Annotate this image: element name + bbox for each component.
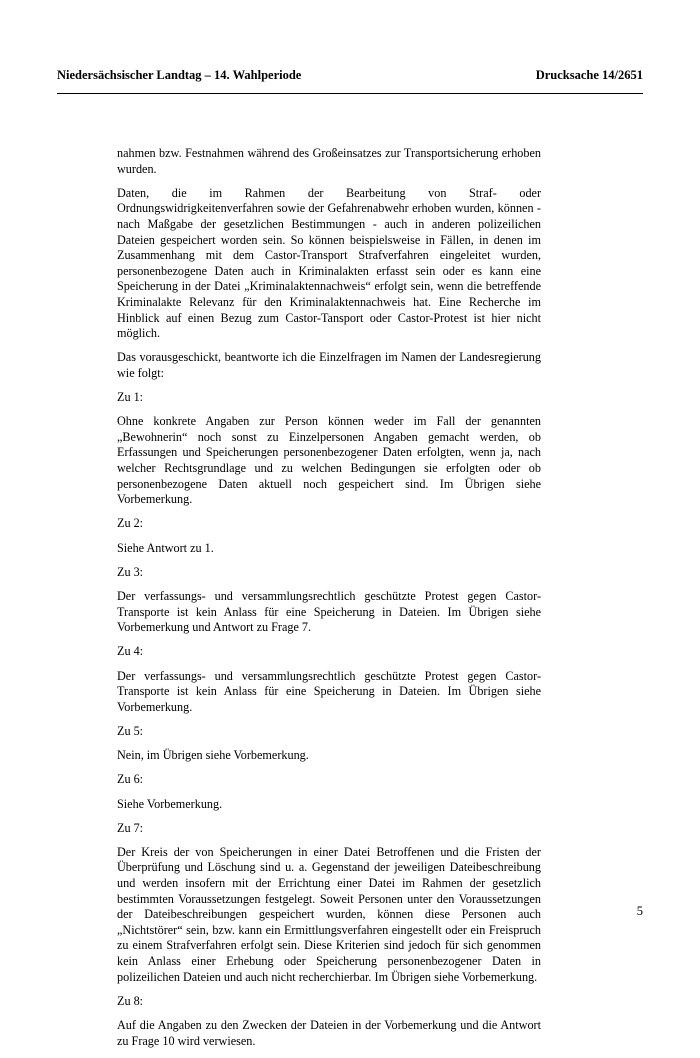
answer-text-8: Auf die Angaben zu den Zwecken der Dateien in der Vorbemerkung und die Antwort zu Frage 10 wird verwiesen. [117, 1018, 541, 1048]
answer-label-7: Zu 7: [117, 820, 144, 835]
paragraph-data-storage: Daten, die im Rahmen der Bearbeitung von Straf- oder Ordnungswidrigkeitenverfahren sowie der Gefahrenabwehr erhoben wurden, können - nach Maßgabe der gesetzlichen Bestimmungen - auch in anderen polizeilichen Dateien gespeichert worden sein. So können beispielsweise in Fällen, in denen im Zusammenhang mit dem Castor-Transport Strafverfahren eingeleitet wurden, personenbezogene Daten auch in Kriminalakten erfasst sein oder es kann eine Speicherung in der Datei „Kriminalaktennachweis“ erfolgt sein, wenn die betreffende Kriminalakte Relevanz für den Kriminalaktennachweis hat. Eine Recherche im Hinblick auf einen Bezug zum Castor-Tansport oder Castor-Protest ist hier nicht möglich. [117, 185, 541, 341]
answer-text-6: Siehe Vorbemerkung. [117, 796, 223, 811]
answer-label-8: Zu 8: [117, 993, 144, 1008]
header-parliament-title: Niedersächsischer Landtag – 14. Wahlperiode [57, 68, 302, 82]
answer-label-6: Zu 6: [117, 772, 144, 787]
answer-text-1: Ohne konkrete Angaben zur Person können weder im Fall der genannten „Bewohnerin“ noch sonst zu Einzelpersonen Angaben gemacht werden, ob Erfassungen und Speicherungen personenbezogener Daten erfolgten, wenn ja, nach welcher Rechtsgrundlage und zu welchen Bedingungen sie erfolgten oder ob personenbezogene Daten aktuell noch gespeichert sind. Im Übrigen siehe Vorbemerkung. [117, 414, 541, 507]
document-body [117, 146, 541, 1058]
header-divider [57, 93, 643, 94]
answer-text-3: Der verfassungs- und versammlungsrechtlich geschützte Protest gegen Castor-Transporte ist kein Anlass für eine Speicherung in Dateien. Im Übrigen siehe Vorbemerkung und Antwort zu Frage 7. [117, 589, 541, 635]
paragraph-intro-answers: Das vorausgeschickt, beantworte ich die Einzelfragen im Namen der Landesregierung wie folgt: [117, 350, 541, 380]
answer-text-5: Nein, im Übrigen siehe Vorbemerkung. [117, 748, 309, 763]
answer-label-2: Zu 2: [117, 516, 144, 531]
paragraph-continuation: nahmen bzw. Festnahmen während des Großeinsatzes zur Transportsicherung erhoben wurden. [117, 146, 541, 176]
answer-label-1: Zu 1: [117, 390, 144, 405]
answer-text-7: Der Kreis der von Speicherungen in einer Datei Betroffenen und die Fristen der Überprüfung und Löschung sind u. a. Gegenstand der jeweiligen Dateibeschreibung und werden insofern mit der Errichtung einer Datei im Rahmen der gesetzlich bestimmten Voraussetzungen festgelegt. Soweit Personen unter den Voraussetzungen der Dateibeschreibungen gespeichert wurden, können diese Personen auch „Nichtstörer“ sein, bzw. kann ein Ermittlungsverfahren eingestellt oder ein Freispruch zu einem Strafverfahren erfolgt sein. Diese Kriterien sind jedoch für sich genommen kein Anlass einer Erhebung oder Speicherung personenbezogener Daten in polizeilichen Dateien und auch nicht recherchierbar. Im Übrigen siehe Vorbemerkung. [117, 844, 541, 984]
header-document-number: Drucksache 14/2651 [535, 68, 643, 82]
answer-label-5: Zu 5: [117, 723, 144, 738]
answer-label-4: Zu 4: [117, 644, 144, 659]
page-number: 5 [636, 904, 643, 918]
answer-text-2: Siehe Antwort zu 1. [117, 540, 214, 555]
page-header [57, 66, 643, 84]
answer-label-3: Zu 3: [117, 564, 144, 579]
answer-text-4: Der verfassungs- und versammlungsrechtlich geschützte Protest gegen Castor-Transporte ist kein Anlass für eine Speicherung in Dateien. Im Übrigen siehe Vorbemerkung. [117, 668, 541, 714]
